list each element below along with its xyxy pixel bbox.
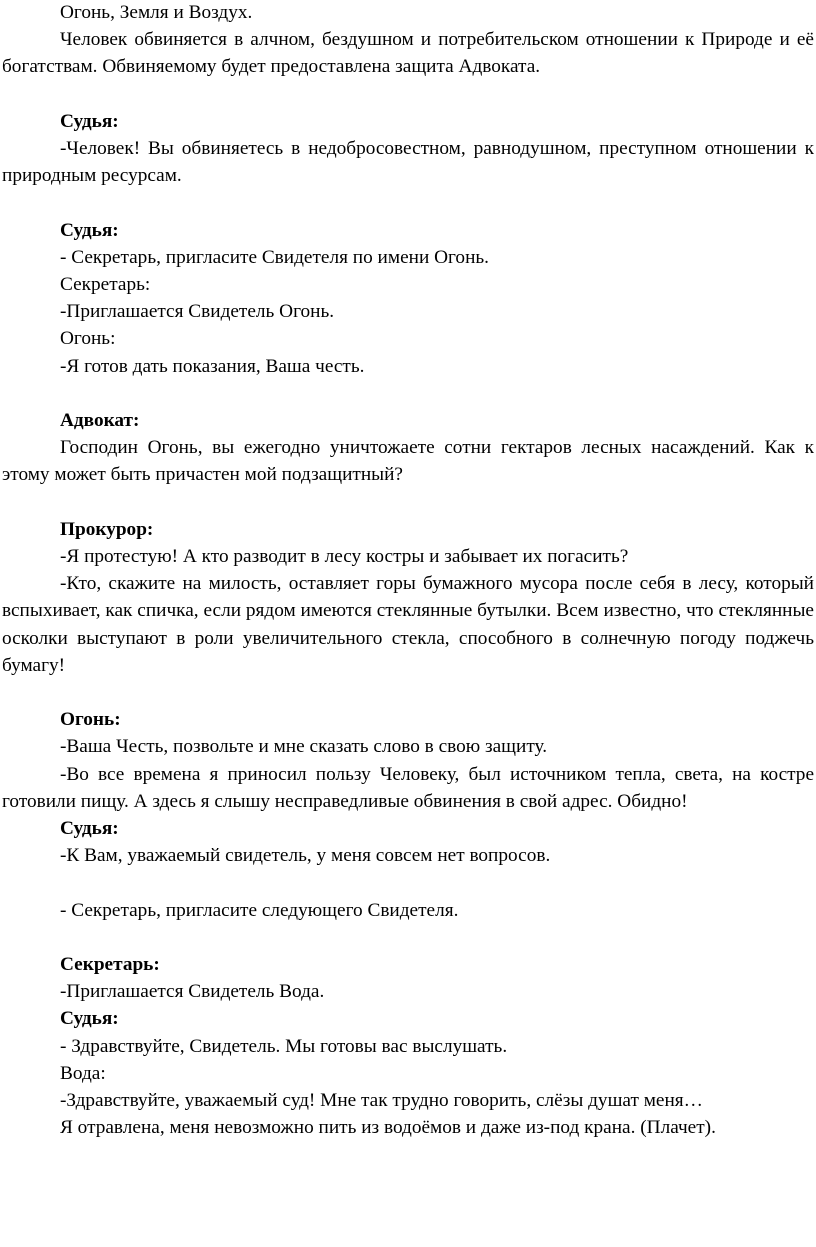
speaker-label: Судья: <box>60 1008 119 1030</box>
paragraph-fire-ready: -Я готов дать показания, Ваша честь. <box>60 355 365 377</box>
blank-line <box>2 380 814 407</box>
speaker-label: Адвокат: <box>60 410 140 431</box>
speaker-label: Огонь: <box>60 709 121 731</box>
paragraph-fire-defense: -Ваша Честь, позвольте и мне сказать слово в свою защиту. <box>60 736 548 758</box>
speaker-label: Судья: <box>60 219 119 241</box>
speaker-label: Прокурор: <box>60 518 154 540</box>
paragraph-fire-benefit: -Во все времена я приносил пользу Человеку, был источником тепла, света, на костре готовили пищу. А здесь я слышу несправедливые обвинения в свой адрес. Обидно! <box>2 763 814 812</box>
paragraph-water-poisoned: Я отравлена, меня невозможно пить из водоёмов и даже из-под крана. (Плачет). <box>60 1117 716 1139</box>
blank-line <box>2 81 814 108</box>
speaker-label: Судья: <box>60 110 119 132</box>
blank-line <box>2 489 814 516</box>
speaker-label-plain: Секретарь: <box>60 274 151 295</box>
paragraph-water-greeting: -Здравствуйте, уважаемый суд! Мне так трудно говорить, слёзы душат меня… <box>60 1090 703 1112</box>
speaker-label-plain: Вода: <box>60 1062 106 1084</box>
paragraph-intro-elements: Огонь, Земля и Воздух. <box>60 2 253 23</box>
blank-line <box>2 189 814 216</box>
paragraph-prosecutor-argument: -Кто, скажите на милость, оставляет горы бумажного мусора после себя в лесу, который вспыхивает, как спичка, если рядом имеются стеклянные бутылки. Всем известно, что стеклянные осколки выступают в роли увеличительного стекла, способного в солнечную погоду поджечь бумагу! <box>2 573 814 676</box>
speaker-label-plain: Огонь: <box>60 328 116 350</box>
blank-line <box>2 679 814 706</box>
paragraph-judge-no-questions: -К Вам, уважаемый свидетель, у меня совсем нет вопросов. <box>60 845 551 867</box>
blank-line <box>2 869 814 896</box>
paragraph-advocate: Господин Огонь, вы ежегодно уничтожаете сотни гектаров лесных насаждений. Как к этому может быть причастен мой подзащитный? <box>2 437 814 486</box>
blank-line <box>2 924 814 951</box>
paragraph-judge-charge: -Человек! Вы обвиняетесь в недобросовестном, равнодушном, преступном отношении к природным ресурсам. <box>2 138 814 187</box>
paragraph-secretary-fire: -Приглашается Свидетель Огонь. <box>60 301 335 323</box>
paragraph-judge-invite-fire: - Секретарь, пригласите Свидетеля по имени Огонь. <box>60 246 490 268</box>
speaker-label: Секретарь: <box>60 954 160 975</box>
paragraph-judge-next-witness: - Секретарь, пригласите следующего Свидетеля. <box>60 899 459 921</box>
paragraph-prosecutor-protest: -Я протестую! А кто разводит в лесу костры и забывает их погасить? <box>60 546 629 567</box>
paragraph-judge-greeting: - Здравствуйте, Свидетель. Мы готовы вас выслушать. <box>60 1035 508 1057</box>
speaker-label: Судья: <box>60 818 119 840</box>
paragraph-accusation: Человек обвиняется в алчном, бездушном и потребительском отношении к Природе и её богатствам. Обвиняемому будет предоставлена защита Адвоката. <box>2 29 814 78</box>
paragraph-secretary-water: -Приглашается Свидетель Вода. <box>60 981 325 1003</box>
